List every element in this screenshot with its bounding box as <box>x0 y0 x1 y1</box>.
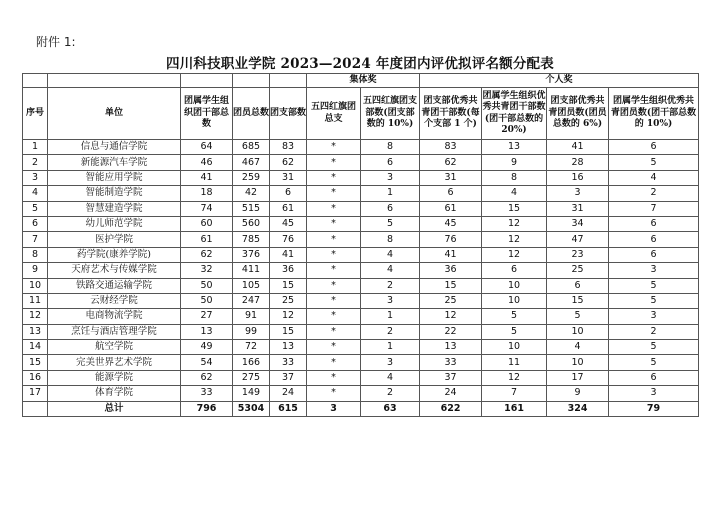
cell-cadres: 50 <box>181 293 233 308</box>
cell-seq: 2 <box>23 155 48 170</box>
cell-unit: 云财经学院 <box>48 293 181 308</box>
cell-org-cadres: 10 <box>482 278 547 293</box>
cell-cadres: 54 <box>181 355 233 370</box>
cell-cadres: 41 <box>181 170 233 185</box>
cell-org-cadres: 5 <box>482 309 547 324</box>
table-row <box>23 278 699 293</box>
cell-org-members: 5 <box>609 293 699 308</box>
cell-red-flag-general: * <box>307 170 361 185</box>
cell-cadres: 46 <box>181 155 233 170</box>
cell-red-flag-branch: 4 <box>361 247 420 262</box>
cell-members: 166 <box>233 355 270 370</box>
cell-org-members: 6 <box>609 370 699 385</box>
cell-excellent-members: 13 <box>420 340 482 355</box>
cell-red-flag-branch: 2 <box>361 324 420 339</box>
cell-org-members: 6 <box>609 247 699 262</box>
cell-excellent-youth: 5 <box>547 309 609 324</box>
cell-red-flag-general: * <box>307 232 361 247</box>
cell-members: 42 <box>233 186 270 201</box>
table-row <box>23 386 699 401</box>
cell-red-flag-general: * <box>307 216 361 231</box>
cell-cadres: 50 <box>181 278 233 293</box>
cell-red-flag-branch: 1 <box>361 186 420 201</box>
cell-red-flag-branch: 4 <box>361 263 420 278</box>
table-row <box>23 201 699 216</box>
total-red-flag-general: 3 <box>307 401 361 416</box>
cell-members: 259 <box>233 170 270 185</box>
cell-branches: 15 <box>270 278 307 293</box>
cell-cadres: 49 <box>181 340 233 355</box>
table-row <box>23 324 699 339</box>
cell-members: 275 <box>233 370 270 385</box>
cell-excellent-members: 41 <box>420 247 482 262</box>
cell-excellent-youth: 17 <box>547 370 609 385</box>
table-row <box>23 186 699 201</box>
cell-branches: 61 <box>270 201 307 216</box>
cell-members: 785 <box>233 232 270 247</box>
cell-org-members: 5 <box>609 278 699 293</box>
cell-members: 105 <box>233 278 270 293</box>
cell-members: 149 <box>233 386 270 401</box>
cell-red-flag-general: * <box>307 324 361 339</box>
cell-org-cadres: 15 <box>482 201 547 216</box>
cell-org-members: 3 <box>609 386 699 401</box>
cell-org-cadres: 11 <box>482 355 547 370</box>
cell-red-flag-branch: 2 <box>361 386 420 401</box>
cell-unit: 智能应用学院 <box>48 170 181 185</box>
header-blank <box>233 74 270 88</box>
cell-excellent-youth: 3 <box>547 186 609 201</box>
cell-red-flag-general: * <box>307 278 361 293</box>
table-row <box>23 263 699 278</box>
cell-seq: 14 <box>23 340 48 355</box>
cell-cadres: 60 <box>181 216 233 231</box>
cell-branches: 6 <box>270 186 307 201</box>
cell-red-flag-general: * <box>307 293 361 308</box>
cell-excellent-members: 76 <box>420 232 482 247</box>
cell-seq: 13 <box>23 324 48 339</box>
cell-red-flag-branch: 3 <box>361 355 420 370</box>
cell-org-members: 6 <box>609 140 699 155</box>
table-row <box>23 170 699 185</box>
table-row <box>23 247 699 262</box>
cell-org-cadres: 10 <box>482 340 547 355</box>
cell-red-flag-general: * <box>307 386 361 401</box>
cell-excellent-youth: 31 <box>547 201 609 216</box>
table-row <box>23 293 699 308</box>
cell-org-members: 6 <box>609 232 699 247</box>
header-blank <box>23 74 48 88</box>
cell-org-cadres: 6 <box>482 263 547 278</box>
cell-red-flag-general: * <box>307 155 361 170</box>
cell-excellent-members: 15 <box>420 278 482 293</box>
cell-excellent-youth: 23 <box>547 247 609 262</box>
cell-unit: 幼儿师范学院 <box>48 216 181 231</box>
cell-org-cadres: 5 <box>482 324 547 339</box>
cell-branches: 33 <box>270 355 307 370</box>
cell-excellent-members: 37 <box>420 370 482 385</box>
total-cadres: 796 <box>181 401 233 416</box>
header-red-flag-general: 五四红旗团总支 <box>307 88 361 140</box>
header-blank <box>48 74 181 88</box>
cell-unit: 电商物流学院 <box>48 309 181 324</box>
cell-excellent-members: 31 <box>420 170 482 185</box>
header-group-award: 集体奖 <box>307 74 420 88</box>
cell-seq: 17 <box>23 386 48 401</box>
page-title: 四川科技职业学院 2023—2024 年度团内评优拟评名额分配表 <box>166 56 554 72</box>
cell-seq: 3 <box>23 170 48 185</box>
cell-unit: 天府艺术与传媒学院 <box>48 263 181 278</box>
cell-org-cadres: 9 <box>482 155 547 170</box>
cell-branches: 62 <box>270 155 307 170</box>
cell-red-flag-branch: 3 <box>361 170 420 185</box>
cell-excellent-youth: 28 <box>547 155 609 170</box>
total-excellent-members: 622 <box>420 401 482 416</box>
cell-org-cadres: 4 <box>482 186 547 201</box>
cell-org-members: 5 <box>609 340 699 355</box>
cell-excellent-youth: 25 <box>547 263 609 278</box>
cell-org-cadres: 8 <box>482 170 547 185</box>
cell-seq: 15 <box>23 355 48 370</box>
total-row <box>23 401 699 416</box>
cell-unit: 智慧建造学院 <box>48 201 181 216</box>
cell-members: 376 <box>233 247 270 262</box>
table-row <box>23 355 699 370</box>
cell-red-flag-branch: 1 <box>361 309 420 324</box>
cell-branches: 24 <box>270 386 307 401</box>
cell-branches: 37 <box>270 370 307 385</box>
table-body <box>23 140 699 417</box>
cell-red-flag-branch: 4 <box>361 370 420 385</box>
cell-seq: 1 <box>23 140 48 155</box>
cell-red-flag-general: * <box>307 309 361 324</box>
cell-excellent-members: 45 <box>420 216 482 231</box>
cell-org-members: 5 <box>609 355 699 370</box>
cell-excellent-youth: 41 <box>547 140 609 155</box>
cell-unit: 智能制造学院 <box>48 186 181 201</box>
cell-red-flag-branch: 3 <box>361 293 420 308</box>
cell-unit: 体育学院 <box>48 386 181 401</box>
total-members: 5304 <box>233 401 270 416</box>
table-row <box>23 155 699 170</box>
cell-seq: 6 <box>23 216 48 231</box>
cell-red-flag-branch: 8 <box>361 232 420 247</box>
cell-excellent-youth: 9 <box>547 386 609 401</box>
total-org-members: 79 <box>609 401 699 416</box>
table-row <box>23 370 699 385</box>
cell-branches: 12 <box>270 309 307 324</box>
header-branches: 团支部数 <box>270 88 307 140</box>
header-cadres: 团属学生组织团干部总数 <box>181 88 233 140</box>
cell-cadres: 27 <box>181 309 233 324</box>
table-row <box>23 140 699 155</box>
cell-unit: 药学院(康养学院) <box>48 247 181 262</box>
cell-seq <box>23 401 48 416</box>
cell-branches: 15 <box>270 324 307 339</box>
cell-org-members: 3 <box>609 263 699 278</box>
cell-branches: 36 <box>270 263 307 278</box>
cell-cadres: 18 <box>181 186 233 201</box>
cell-org-members: 3 <box>609 309 699 324</box>
header-members: 团员总数 <box>233 88 270 140</box>
cell-org-cadres: 12 <box>482 216 547 231</box>
cell-excellent-youth: 34 <box>547 216 609 231</box>
cell-members: 467 <box>233 155 270 170</box>
cell-seq: 5 <box>23 201 48 216</box>
cell-branches: 25 <box>270 293 307 308</box>
cell-members: 247 <box>233 293 270 308</box>
cell-red-flag-branch: 2 <box>361 278 420 293</box>
cell-excellent-members: 22 <box>420 324 482 339</box>
header-blank <box>181 74 233 88</box>
cell-red-flag-general: * <box>307 340 361 355</box>
cell-red-flag-general: * <box>307 355 361 370</box>
allocation-table <box>22 73 699 417</box>
cell-seq: 11 <box>23 293 48 308</box>
cell-red-flag-general: * <box>307 140 361 155</box>
cell-members: 99 <box>233 324 270 339</box>
cell-red-flag-branch: 6 <box>361 201 420 216</box>
cell-members: 685 <box>233 140 270 155</box>
cell-excellent-youth: 15 <box>547 293 609 308</box>
cell-branches: 13 <box>270 340 307 355</box>
cell-seq: 16 <box>23 370 48 385</box>
total-org-cadres: 161 <box>482 401 547 416</box>
cell-unit: 新能源汽车学院 <box>48 155 181 170</box>
cell-branches: 83 <box>270 140 307 155</box>
cell-org-cadres: 12 <box>482 370 547 385</box>
header-individual-award: 个人奖 <box>420 74 699 88</box>
table-row <box>23 340 699 355</box>
cell-red-flag-branch: 5 <box>361 216 420 231</box>
header-blank <box>270 74 307 88</box>
cell-red-flag-general: * <box>307 370 361 385</box>
cell-red-flag-general: * <box>307 201 361 216</box>
cell-members: 91 <box>233 309 270 324</box>
attachment-label: 附件 1: <box>36 35 76 49</box>
cell-excellent-youth: 10 <box>547 355 609 370</box>
cell-members: 560 <box>233 216 270 231</box>
total-excellent-youth: 324 <box>547 401 609 416</box>
cell-unit: 完美世界艺术学院 <box>48 355 181 370</box>
header-seq: 序号 <box>23 88 48 140</box>
cell-org-members: 6 <box>609 216 699 231</box>
table-row <box>23 216 699 231</box>
cell-cadres: 62 <box>181 370 233 385</box>
cell-cadres: 62 <box>181 247 233 262</box>
total-label: 总计 <box>48 401 181 416</box>
cell-unit: 能源学院 <box>48 370 181 385</box>
cell-red-flag-general: * <box>307 263 361 278</box>
cell-excellent-members: 61 <box>420 201 482 216</box>
cell-members: 411 <box>233 263 270 278</box>
cell-excellent-members: 6 <box>420 186 482 201</box>
cell-cadres: 32 <box>181 263 233 278</box>
cell-org-cadres: 12 <box>482 247 547 262</box>
cell-org-members: 2 <box>609 324 699 339</box>
cell-excellent-members: 24 <box>420 386 482 401</box>
table-row <box>23 232 699 247</box>
cell-org-cadres: 12 <box>482 232 547 247</box>
total-red-flag-branch: 63 <box>361 401 420 416</box>
header-org-cadres: 团属学生组织优秀共青团干部数(团干部总数的 20%) <box>482 88 547 140</box>
cell-cadres: 13 <box>181 324 233 339</box>
cell-excellent-youth: 10 <box>547 324 609 339</box>
cell-org-cadres: 13 <box>482 140 547 155</box>
cell-unit: 铁路交通运输学院 <box>48 278 181 293</box>
header-excellent-members: 团支部优秀共青团干部数(每个支部 1 个) <box>420 88 482 140</box>
cell-branches: 76 <box>270 232 307 247</box>
cell-seq: 8 <box>23 247 48 262</box>
cell-members: 72 <box>233 340 270 355</box>
cell-org-cadres: 7 <box>482 386 547 401</box>
cell-excellent-members: 12 <box>420 309 482 324</box>
cell-cadres: 61 <box>181 232 233 247</box>
cell-org-members: 7 <box>609 201 699 216</box>
cell-red-flag-branch: 8 <box>361 140 420 155</box>
cell-branches: 45 <box>270 216 307 231</box>
cell-excellent-youth: 16 <box>547 170 609 185</box>
cell-members: 515 <box>233 201 270 216</box>
cell-cadres: 74 <box>181 201 233 216</box>
cell-excellent-members: 25 <box>420 293 482 308</box>
cell-cadres: 33 <box>181 386 233 401</box>
cell-excellent-members: 83 <box>420 140 482 155</box>
cell-red-flag-branch: 1 <box>361 340 420 355</box>
cell-seq: 12 <box>23 309 48 324</box>
cell-excellent-youth: 6 <box>547 278 609 293</box>
total-branches: 615 <box>270 401 307 416</box>
cell-org-cadres: 10 <box>482 293 547 308</box>
cell-seq: 9 <box>23 263 48 278</box>
cell-unit: 医护学院 <box>48 232 181 247</box>
cell-org-members: 2 <box>609 186 699 201</box>
header-unit: 单位 <box>48 88 181 140</box>
cell-red-flag-branch: 6 <box>361 155 420 170</box>
cell-seq: 7 <box>23 232 48 247</box>
header-org-members: 团属学生组织优秀共青团员数(团干部总数的 10%) <box>609 88 699 140</box>
header-red-flag-branch: 五四红旗团支部数(团支部数的 10%) <box>361 88 420 140</box>
cell-seq: 10 <box>23 278 48 293</box>
cell-branches: 31 <box>270 170 307 185</box>
table-row <box>23 309 699 324</box>
cell-cadres: 64 <box>181 140 233 155</box>
cell-excellent-youth: 47 <box>547 232 609 247</box>
cell-red-flag-general: * <box>307 186 361 201</box>
cell-excellent-members: 33 <box>420 355 482 370</box>
cell-unit: 信息与通信学院 <box>48 140 181 155</box>
cell-unit: 烹饪与酒店管理学院 <box>48 324 181 339</box>
cell-seq: 4 <box>23 186 48 201</box>
cell-unit: 航空学院 <box>48 340 181 355</box>
cell-org-members: 4 <box>609 170 699 185</box>
cell-branches: 41 <box>270 247 307 262</box>
cell-excellent-members: 36 <box>420 263 482 278</box>
cell-excellent-youth: 4 <box>547 340 609 355</box>
cell-org-members: 5 <box>609 155 699 170</box>
cell-red-flag-general: * <box>307 247 361 262</box>
header-excellent-youth: 团支部优秀共青团员数(团员总数的 6%) <box>547 88 609 140</box>
cell-excellent-members: 62 <box>420 155 482 170</box>
